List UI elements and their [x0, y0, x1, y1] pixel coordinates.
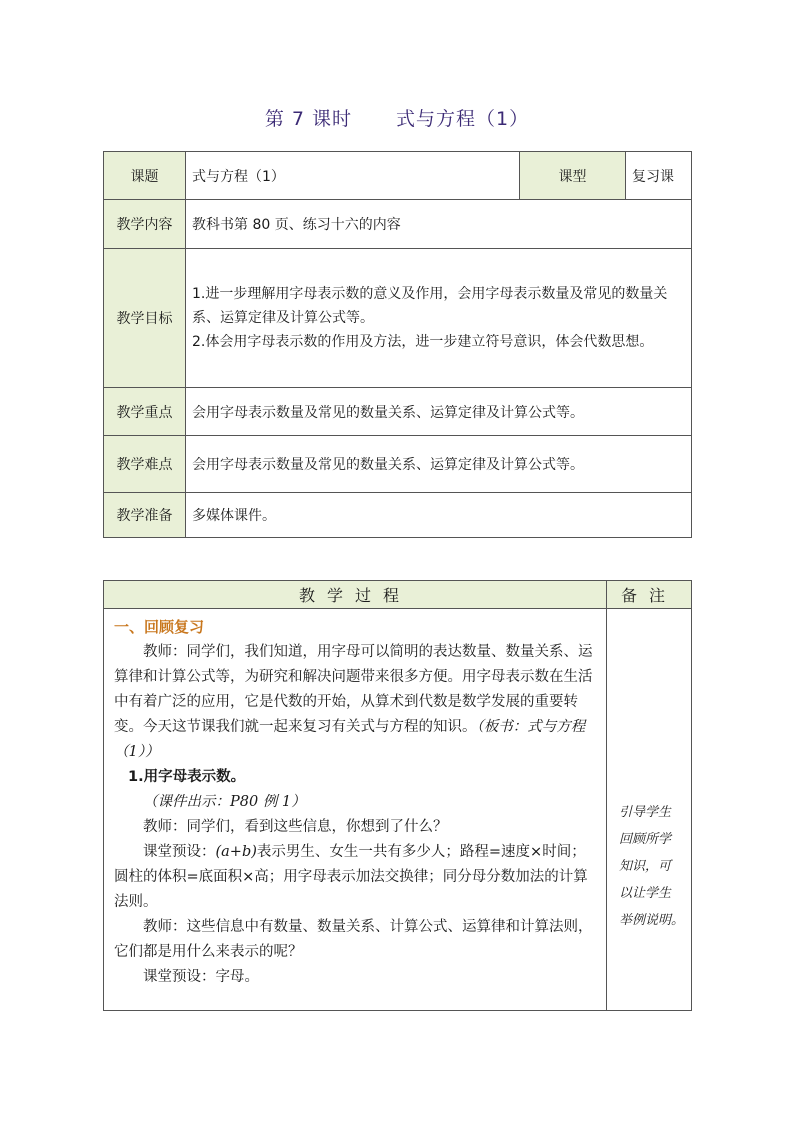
note-line: 知识，可 [619, 859, 672, 874]
goal-item: 1.进一步理解用字母表示数的意义及作用，会用字母表示数量及常见的数量关系、运算定律及计算公式等。 [192, 286, 668, 326]
courseware-note: （课件出示：P80 例 1） [143, 794, 306, 810]
process-body-row [104, 609, 692, 1011]
content-value: 教科书第 80 页、练习十六的内容 [186, 200, 692, 249]
note-line: 回顾所学 [619, 832, 672, 847]
teacher-intro: 教师：同学们，我们知道，用字母可以简明的表达数量、数量关系、运算律和计算公式等，为研究和解决问题带来很多方便。用字母表示数在生活中有着广泛的应用，它是代数的开始，从算术到代数是数学发展的重要转变。今天这节课我们就一起来复习有关式与方程的知识。（板书：式与方程（1）） [114, 644, 593, 760]
note-line: 引导学生 [619, 805, 672, 820]
goal-label: 教学目标 [104, 249, 186, 388]
board-note: （板书：式与方程（1）） [114, 719, 586, 760]
prep-value: 多媒体课件。 [186, 493, 692, 538]
process-content [104, 609, 607, 1011]
note-line: 以让学生 [619, 886, 672, 901]
note-header: 备注 [607, 581, 692, 609]
key-value: 会用字母表示数量及常见的数量关系、运算定律及计算公式等。 [186, 388, 692, 436]
key-label: 教学重点 [104, 388, 186, 436]
row-difficult [104, 436, 692, 493]
goal-item: 2.体会用字母表示数的作用及方法，进一步建立符号意识，体会代数思想。 [192, 334, 654, 350]
lesson-info-table [103, 151, 692, 538]
process-table [103, 580, 692, 1011]
row-key [104, 388, 692, 436]
lesson-number: 第 7 课时 [264, 108, 353, 130]
difficult-value: 会用字母表示数量及常见的数量关系、运算定律及计算公式等。 [186, 436, 692, 493]
row-topic [104, 152, 692, 200]
goal-value [186, 249, 692, 388]
class-preset: 课堂预设：字母。 [143, 969, 259, 985]
row-content [104, 200, 692, 249]
process-header: 教学过程 [104, 581, 607, 609]
process-header-row [104, 581, 692, 609]
content-label: 教学内容 [104, 200, 186, 249]
difficult-label: 教学难点 [104, 436, 186, 493]
math-expression: (a+b) [215, 844, 257, 860]
class-preset: 课堂预设：(a+b)表示男生、女生一共有多少人；路程=速度×时间；圆柱的体积=底面积×高；用字母表示加法交换律；同分母分数加法的计算法则。 [114, 844, 588, 910]
page-title [0, 104, 794, 131]
topic-value: 式与方程（1） [186, 152, 520, 200]
section-heading: 一、回顾复习 [114, 618, 205, 636]
item-heading: 1.用字母表示数。 [128, 769, 246, 785]
type-value: 复习课 [626, 152, 692, 200]
row-prep [104, 493, 692, 538]
topic-label: 课题 [104, 152, 186, 200]
prep-label: 教学准备 [104, 493, 186, 538]
note-line: 举例说明。 [619, 913, 685, 928]
teacher-question: 教师：同学们，看到这些信息，你想到了什么？ [143, 819, 448, 835]
teacher-question: 教师：这些信息中有数量、数量关系、计算公式、运算律和计算法则，它们都是用什么来表示的呢？ [114, 919, 593, 960]
type-label: 课型 [520, 152, 626, 200]
note-content [607, 609, 692, 1011]
lesson-topic: 式与方程（1） [396, 108, 530, 130]
row-goals [104, 249, 692, 388]
